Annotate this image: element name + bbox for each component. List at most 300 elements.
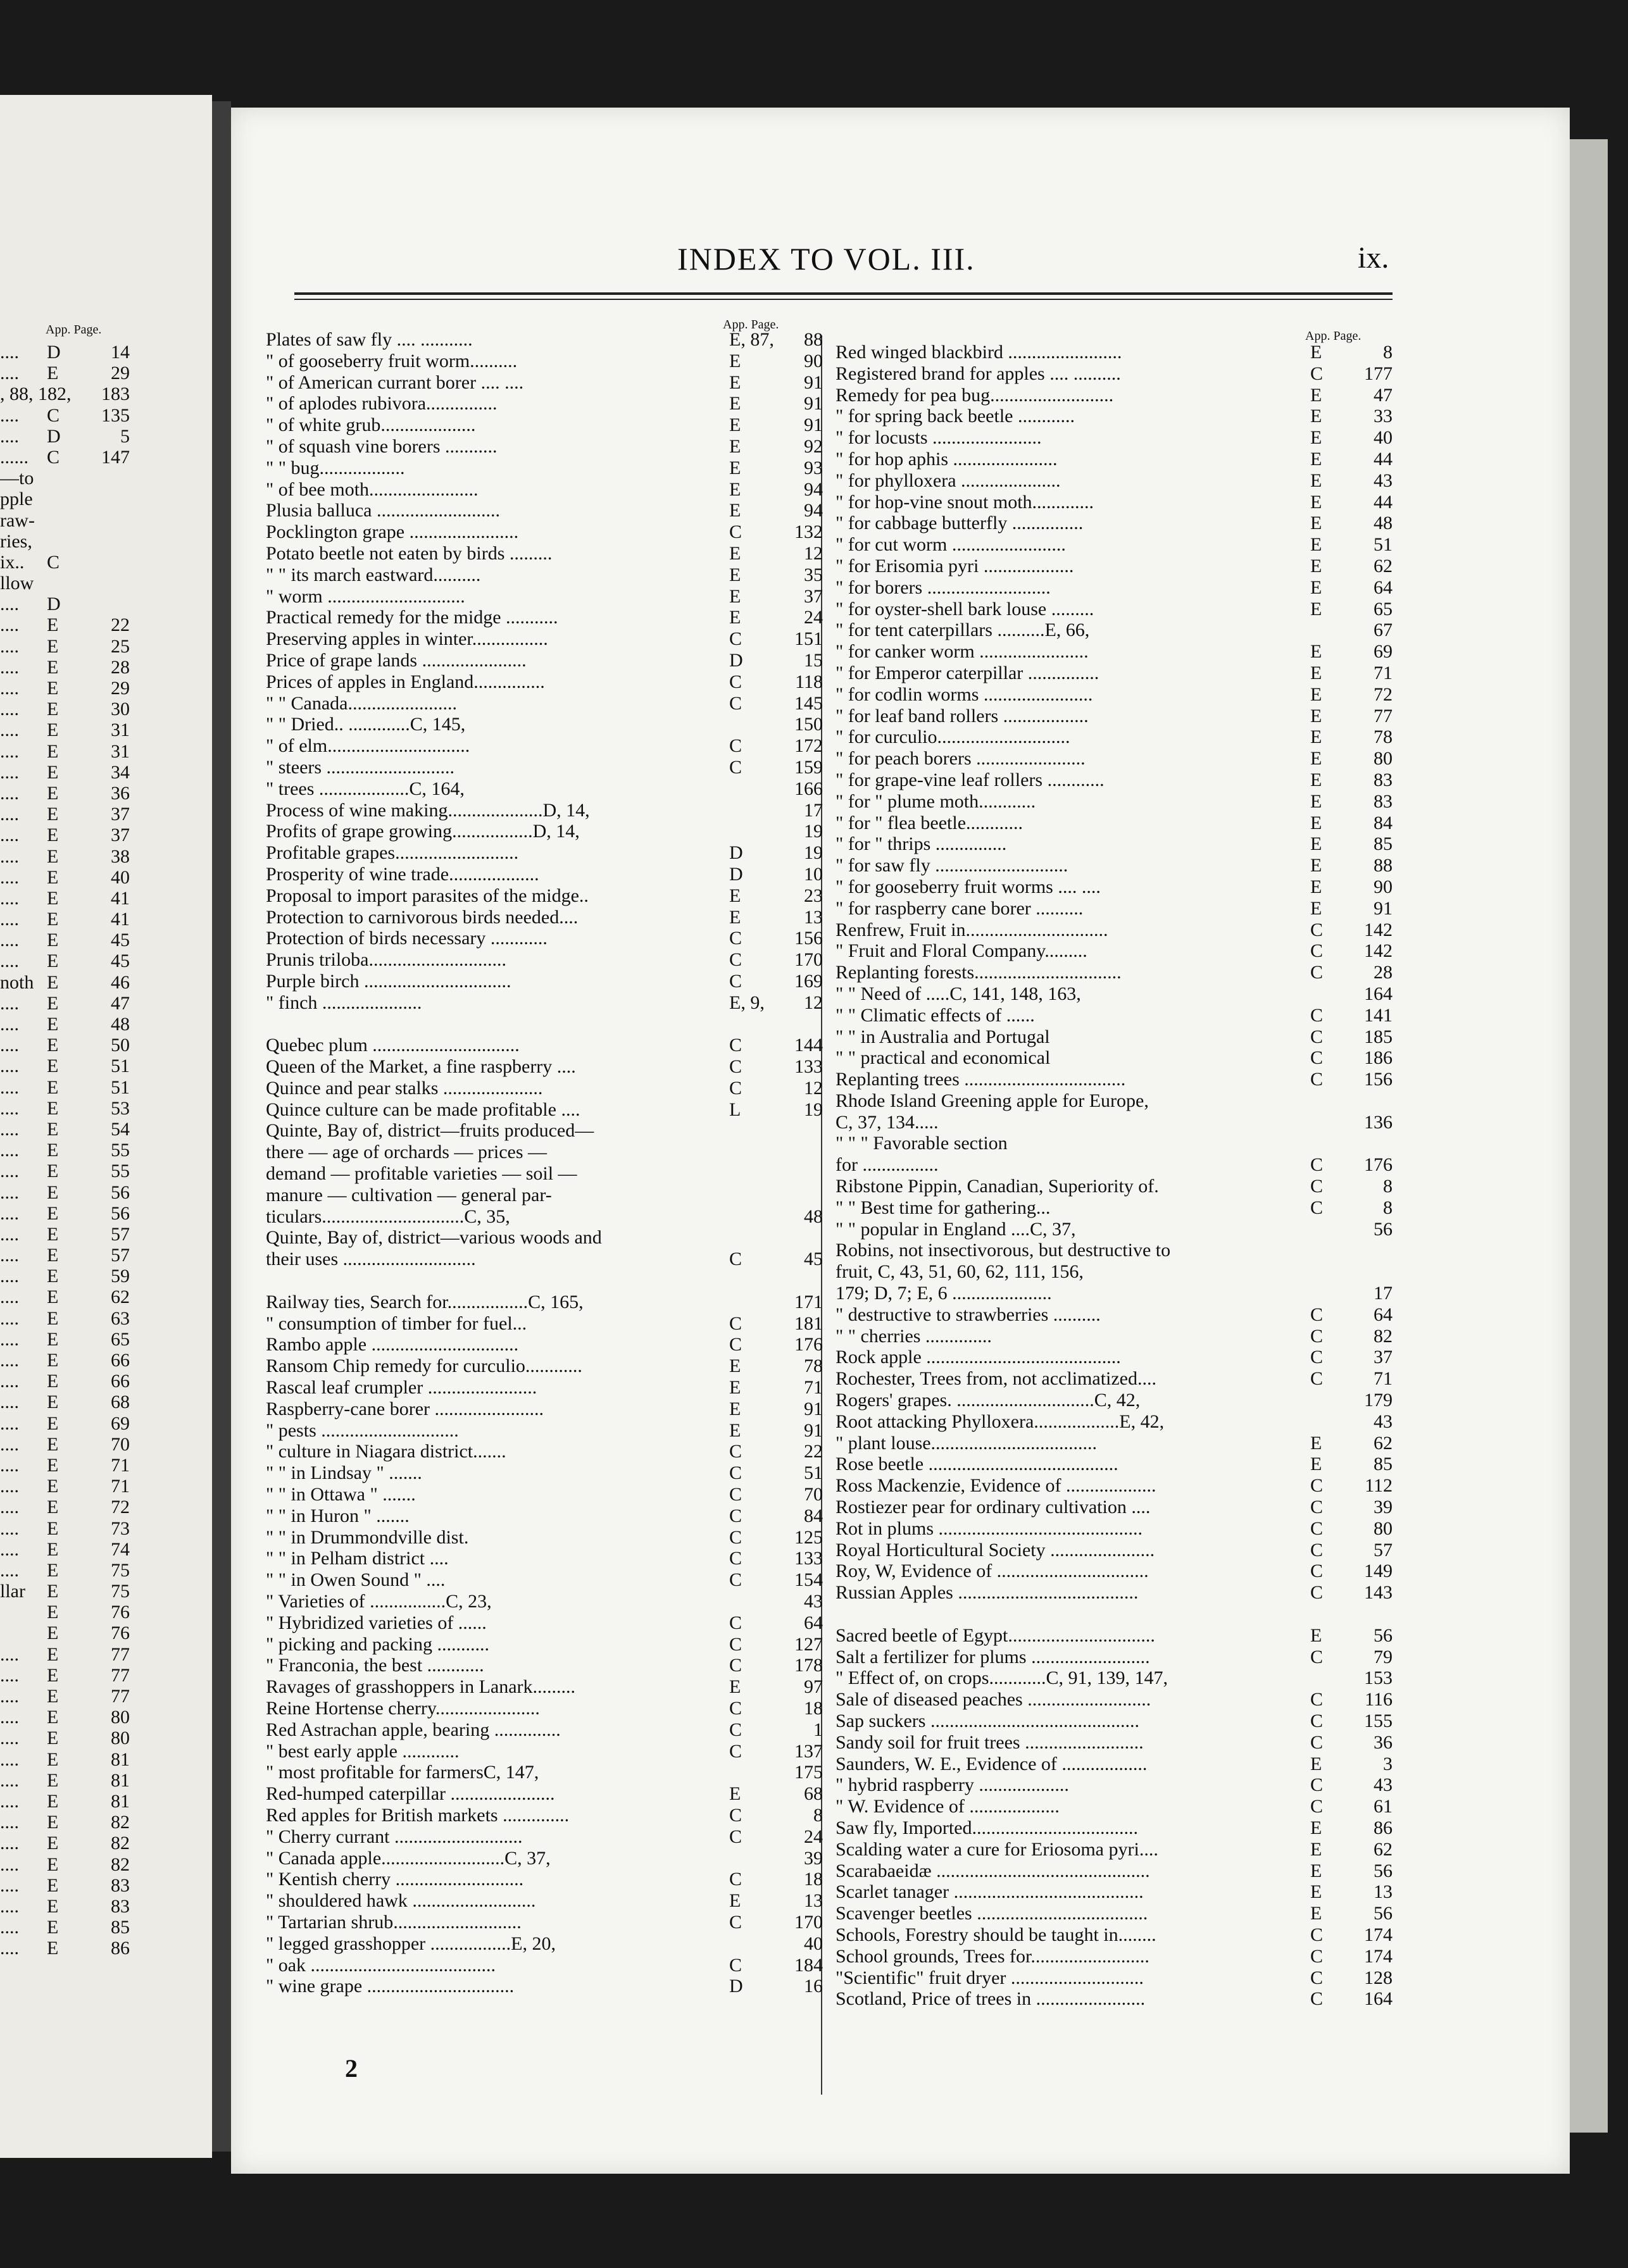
page-ref: 90 xyxy=(1374,876,1393,897)
index-entry xyxy=(0,1392,212,1412)
page-ref: 174 xyxy=(1364,1945,1393,1967)
entry-text: " for oyster-shell bark louse ......... xyxy=(836,598,1094,620)
index-entry xyxy=(266,1399,823,1420)
appendix-letter: C xyxy=(1310,1069,1324,1090)
appendix-letter: C xyxy=(729,671,742,692)
appendix-letter: C xyxy=(729,1804,742,1826)
page-ref: 65 xyxy=(111,1328,130,1350)
appendix-letter: E xyxy=(1310,748,1322,770)
entry-text: " " in Lindsay " ....... xyxy=(266,1462,422,1484)
entry-text: " for codlin worms ....................... xyxy=(836,683,1093,705)
entry-text: " Canada apple..........................C, 37, xyxy=(266,1847,551,1869)
appendix-letter: C xyxy=(1310,1304,1324,1325)
appendix-letter: E xyxy=(47,825,59,846)
appendix-letter: E xyxy=(1310,790,1322,812)
page-ref: 170 xyxy=(794,949,823,971)
entry-text: " oak ....................................... xyxy=(266,1954,496,1976)
entry-text: .... xyxy=(0,992,19,1014)
index-entry xyxy=(266,1955,823,1976)
entry-text: .... xyxy=(0,1874,19,1896)
appendix-letter: E xyxy=(47,614,59,636)
index-entry xyxy=(0,846,212,867)
entry-text: Red apples for British markets .............. xyxy=(266,1804,570,1826)
entry-text: " steers ........................... xyxy=(266,756,455,778)
index-entry xyxy=(266,885,823,907)
index-entry xyxy=(266,1270,823,1292)
appendix-letter: D xyxy=(47,594,61,615)
appendix-letter: E xyxy=(47,656,59,678)
entry-text: .... xyxy=(0,1707,19,1728)
index-entry xyxy=(266,949,823,971)
appendix-letter: E xyxy=(1310,1860,1322,1881)
appendix-letter: E xyxy=(47,1014,59,1035)
index-entry xyxy=(266,1719,823,1741)
page-ref: 28 xyxy=(111,656,130,678)
index-entry xyxy=(0,552,212,573)
appendix-letter: E xyxy=(47,740,59,762)
index-entry xyxy=(266,1185,823,1206)
entry-text: Ross Mackenzie, Evidence of ................... xyxy=(836,1475,1156,1497)
page-edge xyxy=(1570,139,1608,2133)
index-entry xyxy=(0,573,212,594)
page-ref: 56 xyxy=(111,1181,130,1203)
entry-text: Salt a fertilizer for plums ......................... xyxy=(836,1646,1150,1667)
index-entry xyxy=(0,1245,212,1266)
appendix-letter: E xyxy=(47,992,59,1014)
entry-text: .... xyxy=(0,1454,19,1476)
entry-text: Rostiezer pear for ordinary cultivation .... xyxy=(836,1497,1151,1518)
entry-text: .... xyxy=(0,1266,19,1287)
appendix-letter: C xyxy=(1310,1026,1324,1047)
page-ref: 46 xyxy=(111,971,130,993)
index-entry xyxy=(266,1741,823,1762)
entry-text: Sacred beetle of Egypt............................... xyxy=(836,1624,1155,1646)
page-ref: 64 xyxy=(1374,576,1393,598)
page-ref: 68 xyxy=(111,1392,130,1413)
index-entry xyxy=(266,1292,823,1313)
entry-text: .... xyxy=(0,1161,19,1182)
page-ref: 65 xyxy=(1374,598,1393,620)
page-ref: 94 xyxy=(804,478,823,500)
page-ref: 76 xyxy=(111,1602,130,1623)
page-ref: 136 xyxy=(1364,1111,1393,1133)
appendix-letter: C xyxy=(1310,1154,1324,1176)
entry-text: Saw fly, Imported................................... xyxy=(836,1817,1139,1838)
page-ref: 31 xyxy=(111,720,130,741)
page-ref: 55 xyxy=(111,1161,130,1182)
page-ref: 13 xyxy=(1374,1881,1393,1903)
appendix-letter: C xyxy=(729,1441,742,1462)
entry-text: Protection of birds necessary ............ xyxy=(266,928,548,949)
index-entry xyxy=(836,726,1393,748)
index-entry xyxy=(266,778,823,800)
entry-text: .... xyxy=(0,1328,19,1350)
entry-text: " culture in Niagara district....... xyxy=(266,1441,506,1462)
appendix-letter: E xyxy=(47,1833,59,1854)
page-ref: 5 xyxy=(120,425,130,447)
appendix-letter: E xyxy=(47,1748,59,1770)
appendix-letter: C xyxy=(729,1698,742,1719)
entry-text: " of bee moth....................... xyxy=(266,478,479,500)
appendix-letter: C xyxy=(1310,1176,1324,1197)
index-entry xyxy=(0,783,212,804)
appendix-letter: E xyxy=(729,906,741,928)
page-ref: 19 xyxy=(804,842,823,864)
appendix-letter: E xyxy=(729,393,741,414)
index-entry xyxy=(836,1326,1393,1347)
entry-text: Renfrew, Fruit in.............................. xyxy=(836,919,1108,940)
appendix-letter: E xyxy=(47,1686,59,1707)
appendix-letter: E xyxy=(729,1890,741,1912)
entry-text: " Kentish cherry ........................... xyxy=(266,1869,524,1890)
page-ref: 88 xyxy=(804,329,823,350)
appendix-letter: C xyxy=(729,1334,742,1355)
entry-text: " for tent caterpillars ..........E, 66, xyxy=(836,620,1090,641)
appendix-letter: E xyxy=(47,699,59,720)
appendix-letter: E xyxy=(729,371,741,393)
index-entry xyxy=(266,1505,823,1527)
entry-text: " most profitable for farmersC, 147, xyxy=(266,1762,539,1783)
entry-text: Quince and pear stalks ..................... xyxy=(266,1077,543,1099)
entry-text: " of white grub.................... xyxy=(266,414,476,436)
index-entry xyxy=(0,1581,212,1602)
entry-text: Roy, W, Evidence of ................................ xyxy=(836,1561,1149,1582)
entry-text: .... xyxy=(0,909,19,930)
entry-text: 179; D, 7; E, 6 ..................... xyxy=(836,1283,1052,1304)
appendix-letter: E xyxy=(1310,1624,1322,1646)
page-ref: 143 xyxy=(1364,1582,1393,1604)
index-entry xyxy=(0,720,212,740)
page-ref: 93 xyxy=(804,457,823,478)
index-entry xyxy=(836,1796,1393,1817)
index-entry xyxy=(266,1890,823,1912)
entry-text: " " in Drummondville dist. xyxy=(266,1526,469,1548)
page-ref: 3 xyxy=(1383,1753,1393,1774)
page-ref: 29 xyxy=(111,363,130,384)
index-entry xyxy=(0,1707,212,1728)
appendix-letter: E xyxy=(47,1623,59,1644)
entry-text: Price of grape lands ...................... xyxy=(266,649,527,671)
page-ref: 35 xyxy=(804,564,823,585)
page-ref: 176 xyxy=(1364,1154,1393,1176)
entry-text: Royal Horticultural Society ...................... xyxy=(836,1539,1155,1561)
page-ref: 69 xyxy=(1374,641,1393,663)
page-ref: 62 xyxy=(111,1287,130,1308)
index-entry xyxy=(836,1518,1393,1540)
entry-text: Plusia balluca .......................... xyxy=(266,500,500,521)
page-ref: 71 xyxy=(1374,1368,1393,1390)
index-entry xyxy=(0,1518,212,1539)
index-entry xyxy=(266,329,823,351)
appendix-letter: E xyxy=(47,1454,59,1476)
page-ref: 80 xyxy=(111,1728,130,1749)
index-entry xyxy=(836,1197,1393,1219)
page-heading: Page. xyxy=(1333,329,1362,343)
entry-text: " Tartarian shrub........................... xyxy=(266,1911,522,1933)
page-ref: 57 xyxy=(111,1245,130,1266)
page-ref: 79 xyxy=(1374,1646,1393,1667)
appendix-letter: E xyxy=(47,1854,59,1875)
entry-text: " trees ...................C, 164, xyxy=(266,778,465,799)
appendix-letter: C xyxy=(1310,1047,1324,1069)
entry-text: " finch ..................... xyxy=(266,992,422,1013)
entry-text: .... xyxy=(0,1769,19,1791)
index-entry xyxy=(836,1540,1393,1561)
entry-text: " for hop aphis ...................... xyxy=(836,448,1058,470)
index-entry xyxy=(0,699,212,720)
page-ref: 141 xyxy=(1364,1004,1393,1026)
appendix-letter: E xyxy=(1310,427,1322,449)
page-ref: 154 xyxy=(794,1569,823,1591)
entry-text: .... xyxy=(0,866,19,888)
appendix-letter: C xyxy=(729,1249,742,1270)
entry-text: .... xyxy=(0,614,19,636)
appendix-letter: C xyxy=(47,404,60,426)
index-entry xyxy=(836,641,1393,663)
index-entry xyxy=(0,804,212,825)
appendix-letter: E xyxy=(1310,641,1322,663)
index-entry xyxy=(0,1266,212,1287)
page-ref: 155 xyxy=(1364,1710,1393,1731)
page-ref: 171 xyxy=(794,1291,823,1312)
page-ref: 13 xyxy=(804,906,823,928)
page-ref: 94 xyxy=(804,500,823,521)
index-entry xyxy=(266,1249,823,1270)
index-entry xyxy=(836,1903,1393,1924)
page-ref: 86 xyxy=(1374,1817,1393,1838)
entry-text: Quebec plum ............................... xyxy=(266,1035,520,1056)
index-entry xyxy=(266,1163,823,1185)
index-entry xyxy=(0,1854,212,1875)
appendix-letter: C xyxy=(1310,1646,1324,1667)
page-ref: 144 xyxy=(794,1035,823,1056)
appendix-letter: E xyxy=(47,1035,59,1056)
entry-text: .... xyxy=(0,1014,19,1035)
appendix-letter: C xyxy=(729,1505,742,1526)
index-entry xyxy=(836,1090,1393,1112)
page-ref: 133 xyxy=(794,1548,823,1569)
entry-text: Reine Hortense cherry...................... xyxy=(266,1698,540,1719)
index-entry xyxy=(266,500,823,521)
index-entry xyxy=(0,1917,212,1938)
index-entry xyxy=(266,671,823,693)
entry-text: Rock apple ......................................... xyxy=(836,1347,1121,1368)
index-entry xyxy=(836,983,1393,1005)
index-entry xyxy=(836,1240,1393,1261)
entry-text: Pocklington grape ....................... xyxy=(266,521,519,543)
index-entry xyxy=(0,1014,212,1035)
appendix-letter: E xyxy=(47,1643,59,1665)
index-entry xyxy=(266,928,823,949)
appendix-letter: C xyxy=(1310,1988,1324,2010)
appendix-letter: C xyxy=(1310,1368,1324,1390)
page-ref: 82 xyxy=(111,1833,130,1854)
appendix-letter: D xyxy=(729,1976,743,1997)
entry-text: .... xyxy=(0,342,19,363)
entry-text: .... xyxy=(0,1076,19,1098)
entry-text: Sandy soil for fruit trees ......................... xyxy=(836,1731,1144,1753)
entry-text: " for " plume moth............ xyxy=(836,790,1036,812)
appendix-letter: E xyxy=(47,930,59,951)
appendix-letter: E xyxy=(47,887,59,909)
appendix-letter: D xyxy=(729,842,743,864)
entry-text: .... xyxy=(0,825,19,846)
appendix-letter: E xyxy=(1310,1903,1322,1924)
page-ref: 72 xyxy=(111,1497,130,1518)
page-ref: 186 xyxy=(1364,1047,1393,1069)
page-ref: 43 xyxy=(1374,1411,1393,1432)
index-entry xyxy=(0,614,212,635)
appendix-letter: E xyxy=(47,1307,59,1329)
page-ref: 176 xyxy=(794,1334,823,1355)
entry-text: Schools, Forestry should be taught in........ xyxy=(836,1924,1156,1945)
entry-text: Rochester, Trees from, not acclimatized.... xyxy=(836,1368,1156,1390)
appendix-letter: E xyxy=(47,1707,59,1728)
page-ref: 36 xyxy=(111,782,130,804)
appendix-letter: E xyxy=(729,1398,741,1419)
appendix-letter: C xyxy=(729,970,742,992)
index-entry xyxy=(836,684,1393,706)
header-rule-thick xyxy=(294,292,1393,295)
index-entry xyxy=(0,1434,212,1455)
page-ref: 19 xyxy=(804,821,823,842)
page-ref: 24 xyxy=(804,1826,823,1847)
appendix-letter: C xyxy=(1310,1497,1324,1518)
entry-text: .... xyxy=(0,761,19,783)
appendix-letter: C xyxy=(729,949,742,971)
page-ref: 31 xyxy=(111,740,130,762)
index-entry xyxy=(836,1219,1393,1240)
appendix-letter: E xyxy=(47,1812,59,1833)
entry-text: " Cherry currant ........................... xyxy=(266,1826,523,1847)
entry-text: " " in Ottawa " ....... xyxy=(266,1484,416,1505)
entry-text: " " Dried.. .............C, 145, xyxy=(266,714,466,735)
appendix-letter: E xyxy=(729,435,741,457)
page-ref: 1 xyxy=(813,1719,823,1740)
entry-text: Quince culture can be made profitable .... xyxy=(266,1099,580,1120)
appendix-letter: C xyxy=(729,1056,742,1078)
page-ref: 12 xyxy=(804,992,823,1013)
entry-text: .... xyxy=(0,699,19,720)
index-entry xyxy=(266,1334,823,1355)
index-entry xyxy=(266,1612,823,1634)
page-ref: 43 xyxy=(1374,1774,1393,1796)
page-ref: 153 xyxy=(1364,1667,1393,1689)
entry-text: " for " thrips ............... xyxy=(836,833,1007,855)
index-entry xyxy=(0,972,212,993)
index-entry xyxy=(836,1754,1393,1775)
entry-text: Saunders, W. E., Evidence of .................. xyxy=(836,1753,1148,1774)
page-ref: 150 xyxy=(794,714,823,735)
appendix-letter: E xyxy=(47,804,59,825)
appendix-letter: E xyxy=(47,1559,59,1581)
entry-text: .... xyxy=(0,1895,19,1917)
appendix-letter: E xyxy=(47,1056,59,1077)
index-entry xyxy=(836,898,1393,919)
index-entry xyxy=(836,1433,1393,1454)
entry-text: .... xyxy=(0,1307,19,1329)
page-ref: 14 xyxy=(111,342,130,363)
index-entry xyxy=(266,1355,823,1377)
page-heading: Page. xyxy=(751,318,779,332)
index-entry xyxy=(266,1078,823,1099)
appendix-letter: C xyxy=(1310,1945,1324,1967)
page-ref: 170 xyxy=(794,1911,823,1933)
page-ref: 13 xyxy=(804,1890,823,1912)
page-ref: 77 xyxy=(111,1686,130,1707)
page-ref: 91 xyxy=(1374,897,1393,919)
entry-text: " Effect of, on crops............C, 91, 139, 147, xyxy=(836,1667,1168,1689)
page-ref: 51 xyxy=(1374,534,1393,556)
entry-text: Red-humped caterpillar ...................... xyxy=(266,1783,555,1805)
appendix-letter: E xyxy=(1310,833,1322,855)
page-ref: 41 xyxy=(111,887,130,909)
appendix-letter: C xyxy=(729,1312,742,1334)
entry-text: .... xyxy=(0,1686,19,1707)
appendix-letter: C xyxy=(729,1954,742,1976)
page-title: INDEX TO VOL. III. xyxy=(677,241,975,277)
page-ref: 25 xyxy=(111,635,130,657)
index-entry xyxy=(266,1783,823,1805)
index-entry xyxy=(266,1848,823,1869)
entry-text: Prices of apples in England............... xyxy=(266,671,545,692)
index-entry xyxy=(836,1604,1393,1625)
appendix-letter: E xyxy=(47,1664,59,1686)
page-ref: 48 xyxy=(804,1206,823,1227)
appendix-letter: E xyxy=(729,478,741,500)
page-ref: 83 xyxy=(1374,769,1393,790)
entry-text: .... xyxy=(0,740,19,762)
appendix-letter: C xyxy=(1310,1796,1324,1817)
entry-text: Rot in plums ........................................... xyxy=(836,1517,1143,1539)
index-entry xyxy=(266,436,823,458)
index-entry xyxy=(0,1497,212,1517)
entry-text: llar xyxy=(0,1581,25,1602)
index-entry xyxy=(0,1665,212,1686)
index-entry xyxy=(0,1308,212,1329)
index-entry xyxy=(0,1791,212,1812)
index-entry xyxy=(266,1484,823,1505)
index-entry xyxy=(836,1304,1393,1326)
page-ref: 82 xyxy=(1374,1325,1393,1347)
index-entry xyxy=(266,351,823,372)
entry-text: .... xyxy=(0,594,19,615)
page-ref: 78 xyxy=(1374,726,1393,748)
page-ref: 142 xyxy=(1364,940,1393,962)
appendix-letter: E xyxy=(1310,555,1322,576)
index-entry xyxy=(0,678,212,699)
index-entry xyxy=(0,950,212,971)
index-entry xyxy=(0,888,212,909)
page-ref: 80 xyxy=(1374,748,1393,770)
index-entry xyxy=(0,741,212,762)
page-number: ix. xyxy=(1358,241,1389,275)
index-entry xyxy=(836,556,1393,577)
page-ref: 43 xyxy=(804,1591,823,1612)
entry-text: .... xyxy=(0,363,19,384)
appendix-letter: C xyxy=(1310,1561,1324,1582)
page-ref: 12 xyxy=(804,542,823,564)
entry-text: " Varieties of ................C, 23, xyxy=(266,1591,492,1612)
appendix-letter: C xyxy=(1310,962,1324,983)
appendix-letter: E xyxy=(729,457,741,478)
entry-text: " best early apple ............ xyxy=(266,1740,460,1762)
index-entry xyxy=(266,543,823,564)
index-entry xyxy=(836,1154,1393,1176)
index-column-2 xyxy=(836,329,1393,2010)
index-entry xyxy=(836,919,1393,941)
page-ref: 62 xyxy=(1374,555,1393,576)
